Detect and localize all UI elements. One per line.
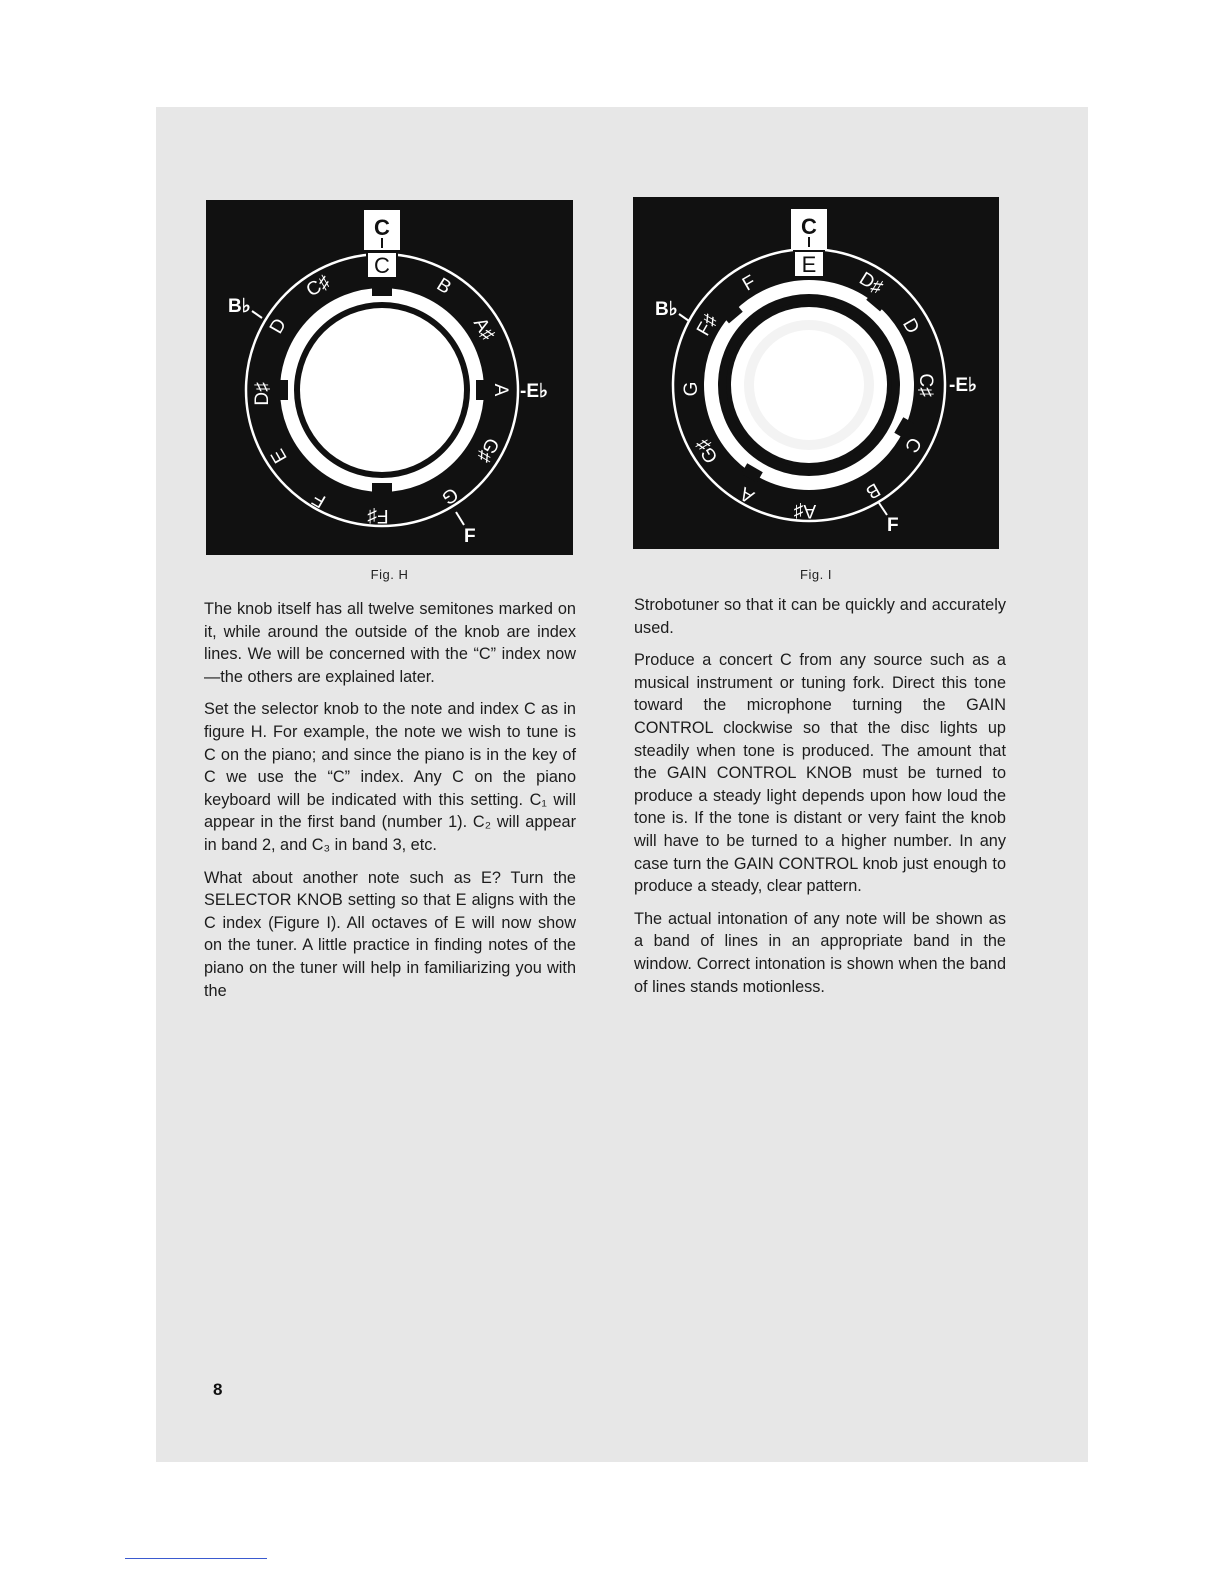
dial-note: A — [736, 482, 758, 507]
figure-i-dial — [633, 197, 999, 549]
index-label-right: -E♭ — [520, 381, 548, 402]
dial-note: B — [862, 478, 884, 503]
left-text-column — [204, 598, 576, 1012]
paragraph: Produce a concert C from any source such as a musical instrument or tuning fork. Direct this tone toward the microphone turning the GAIN CONTROL clockwise so that the disc lights up steadily when tone is produced. The amount that the GAIN CONTROL KNOB must be turned to produce a steady light depends upon how loud the tone is. If the tone is distant or very faint the knob will have to be turned to a higher number. In any case turn the GAIN CONTROL knob just enough to produce a steady, clear pattern. — [634, 651, 1006, 896]
window-note: E — [801, 252, 817, 277]
dial-note: F♯ — [693, 310, 722, 340]
index-label-bottom: F — [887, 515, 899, 536]
footer-rule — [125, 1558, 267, 1559]
figure-i-caption: Fig. I — [800, 567, 832, 582]
paragraph: The knob itself has all twelve semitones marked on it, while around the outside of the knob are index lines. We will be concerned with the “C” index now—the others are explained later. — [204, 600, 576, 686]
index-label-top: C — [801, 214, 817, 239]
window-note: C — [374, 253, 390, 278]
dial-note: D♯ — [855, 268, 887, 299]
dial-note: D♯ — [252, 382, 273, 406]
dial-note: G♯ — [472, 433, 503, 466]
dial-note: D — [898, 315, 924, 338]
paragraph: What about another note such as E? Turn the SELECTOR KNOB setting so that E aligns with the C index (Figure I). All octaves of E will now show on the tuner. A little practice in finding notes of the piano on the tuner will help in familiarizing you with the — [204, 868, 576, 1000]
dial-note: G♯ — [692, 434, 723, 467]
figure-h-dial — [206, 200, 573, 555]
index-label-left: B♭ — [655, 299, 678, 320]
index-label-right: -E♭ — [949, 375, 977, 396]
index-label-left: B♭ — [228, 296, 251, 317]
dial-note: F♯ — [367, 505, 389, 526]
paragraph: Strobotuner so that it can be quickly and accurately used. — [634, 596, 1006, 637]
dial-note: C♯ — [915, 373, 936, 397]
dial-note: F — [308, 487, 330, 512]
right-text-column — [634, 594, 1006, 1008]
dial-note: F — [738, 271, 760, 296]
index-label-bottom: F — [464, 526, 476, 547]
paragraph: Set the selector knob to the note and index C as in figure H. For example, the note we wish to tune is C on the piano; and since the piano is in the key of C we use the “C” index. Any C on the piano keyboard will be indicated with this setting. C₁ will appear in the first band (number 1). C₂ will appear in band 2, and C₃ in band 3, etc. — [204, 700, 576, 854]
dial-note: C♯ — [302, 271, 334, 302]
dial-note: B — [432, 274, 455, 299]
dial-note: C — [900, 433, 926, 456]
dial-note: A — [490, 383, 511, 397]
paragraph: The actual intonation of any note will be shown as a band of lines in an appropriate band in the window. Correct intonation is shown when the band of lines stands motionless. — [634, 909, 1006, 996]
dial-note: G — [438, 482, 462, 509]
page-number: 8 — [213, 1380, 223, 1399]
dial-note: D — [265, 315, 291, 338]
index-label-top: C — [374, 215, 390, 240]
figure-h-caption: Fig. H — [370, 567, 409, 582]
dial-note: E — [267, 445, 292, 467]
dial-note: A♯ — [468, 314, 499, 345]
dial-note: A♯ — [793, 500, 817, 521]
dial-note: G — [681, 381, 702, 397]
